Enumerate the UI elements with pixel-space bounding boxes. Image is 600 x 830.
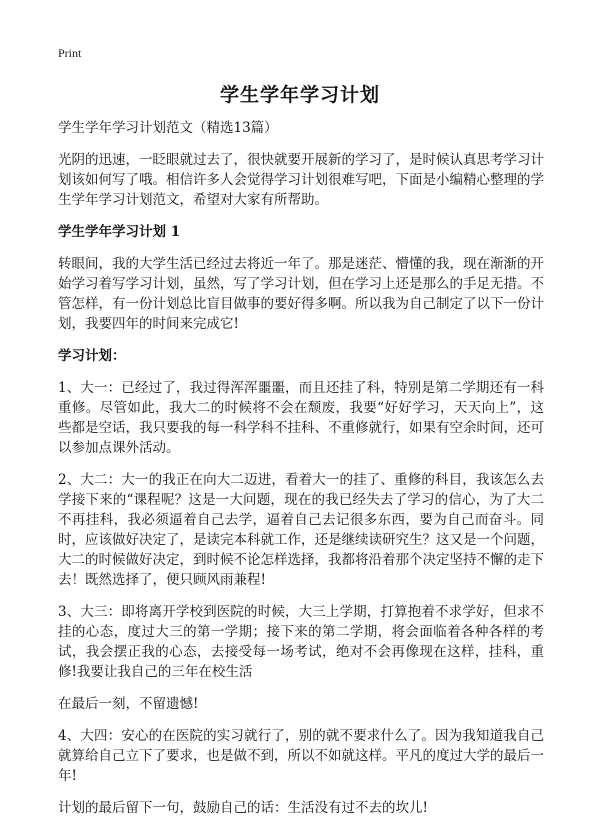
plan-item-2: 2、大二：大一的我正在向大二迈进，看着大一的挂了、重修的科目，我该怎么去学接下来的“课程呢？这是一大问题，现在的我已经失去了学习的信心，为了大二不再挂科，我必须逼着自己去学，逼着自己去记很多东西，要为自己而奋斗。同时，应该做好决定了，是读完本科就工作，还是继续读研究生？这又是一个问题，大二的时候做好决定，到时候不论怎样选择，我都将沿着那个决定坚持不懈的走下去！既然选择了，便只顾风雨兼程! [58,472,544,588]
plan-heading: 学习计划： [58,348,126,364]
document-subtitle: 学生学年学习计划范文（精选13篇） [58,120,278,136]
last-moment-line: 在最后一刻，不留遗憾! [58,696,199,712]
plan-item-3: 3、大三：即将离开学校到医院的时候，大三上学期，打算抱着不求学好，但求不挂的心态，度过大三的第一学期；接下来的第二学期，将会面临着各种各样的考试，我会摆正我的心态，去接受每一场考试，绝对不会再像现在这样，挂科，重修!我要让我自己的三年在校生活 [58,604,544,680]
section-heading-1: 学生学年学习计划 1 [58,224,181,240]
section-1-paragraph: 转眼间，我的大学生活已经过去将近一年了。那是迷茫、懵懂的我，现在渐渐的开始学习着写学习计划，虽然，写了学习计划，但在学习上还是那么的手足无措。不管怎样，有一份计划总比盲目做事的要好得多啊。所以我为自己制定了以下一份计划，我要四年的时间来完成它! [58,256,544,332]
plan-item-1: 1、大一：已经过了，我过得浑浑噩噩，而且还挂了科，特别是第二学期还有一科重修。尽管如此，我大二的时候将不会在颓废，我要“好好学习，天天向上”，这些都是空话，我只要我的每一科学科不挂科、不重修就行，如果有空余时间，还可以参加点课外活动。 [58,380,544,456]
page-title: 学生学年学习计划 [219,84,380,106]
closing-line: 计划的最后留下一句，鼓励自己的话：生活没有过不去的坎儿! [58,800,428,816]
print-label[interactable]: Print [58,46,82,60]
intro-paragraph: 光阴的迅速，一眨眼就过去了，很快就要开展新的学习了，是时候认真思考学习计划该如何写了哦。相信许多人会觉得学习计划很难写吧，下面是小编精心整理的学生学年学习计划范文，希望对大家有所帮助。 [58,152,544,208]
plan-item-4: 4、大四：安心的在医院的实习就行了，别的就不要求什么了。因为我知道我自己就算给自己立下了要求，也是做不到，所以不如就这样。平凡的度过大学的最后一年! [58,728,544,784]
document-body [58,118,544,830]
